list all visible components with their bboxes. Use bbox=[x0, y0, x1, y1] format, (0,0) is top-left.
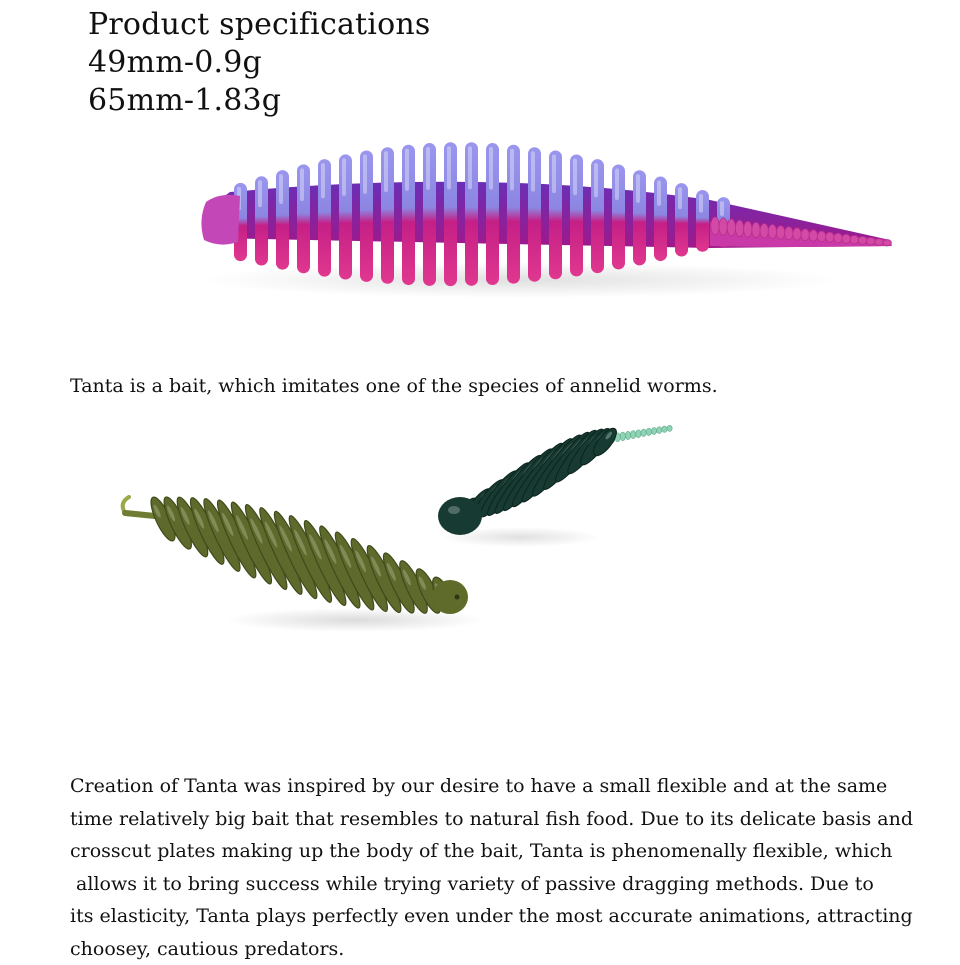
specs-title: Product specifications bbox=[88, 6, 430, 44]
description-line: Creation of Tanta was inspired by our desire to have a small flexible and at the same bbox=[70, 770, 910, 803]
description-line: time relatively big bait that resembles to natural fish food. Due to its delicate basis and bbox=[70, 803, 910, 836]
product-specifications bbox=[88, 6, 430, 120]
bait-caption: Tanta is a bait, which imitates one of the species of annelid worms. bbox=[70, 374, 718, 398]
dark-green-bait-image bbox=[430, 412, 680, 552]
description-line: crosscut plates making up the body of the bait, Tanta is phenomenally flexible, which bbox=[70, 835, 910, 868]
description-line: allows it to bring success while trying variety of passive dragging methods. Due to bbox=[70, 868, 910, 901]
description-line: its elasticity, Tanta plays perfectly even under the most accurate animations, attracting bbox=[70, 900, 910, 933]
olive-bait-image bbox=[105, 485, 485, 645]
description-line: choosey, cautious predators. bbox=[70, 933, 910, 965]
bait-description bbox=[70, 770, 910, 965]
purple-bait-image bbox=[190, 130, 900, 310]
spec-size-large: 65mm-1.83g bbox=[88, 82, 430, 120]
spec-size-small: 49mm-0.9g bbox=[88, 44, 430, 82]
